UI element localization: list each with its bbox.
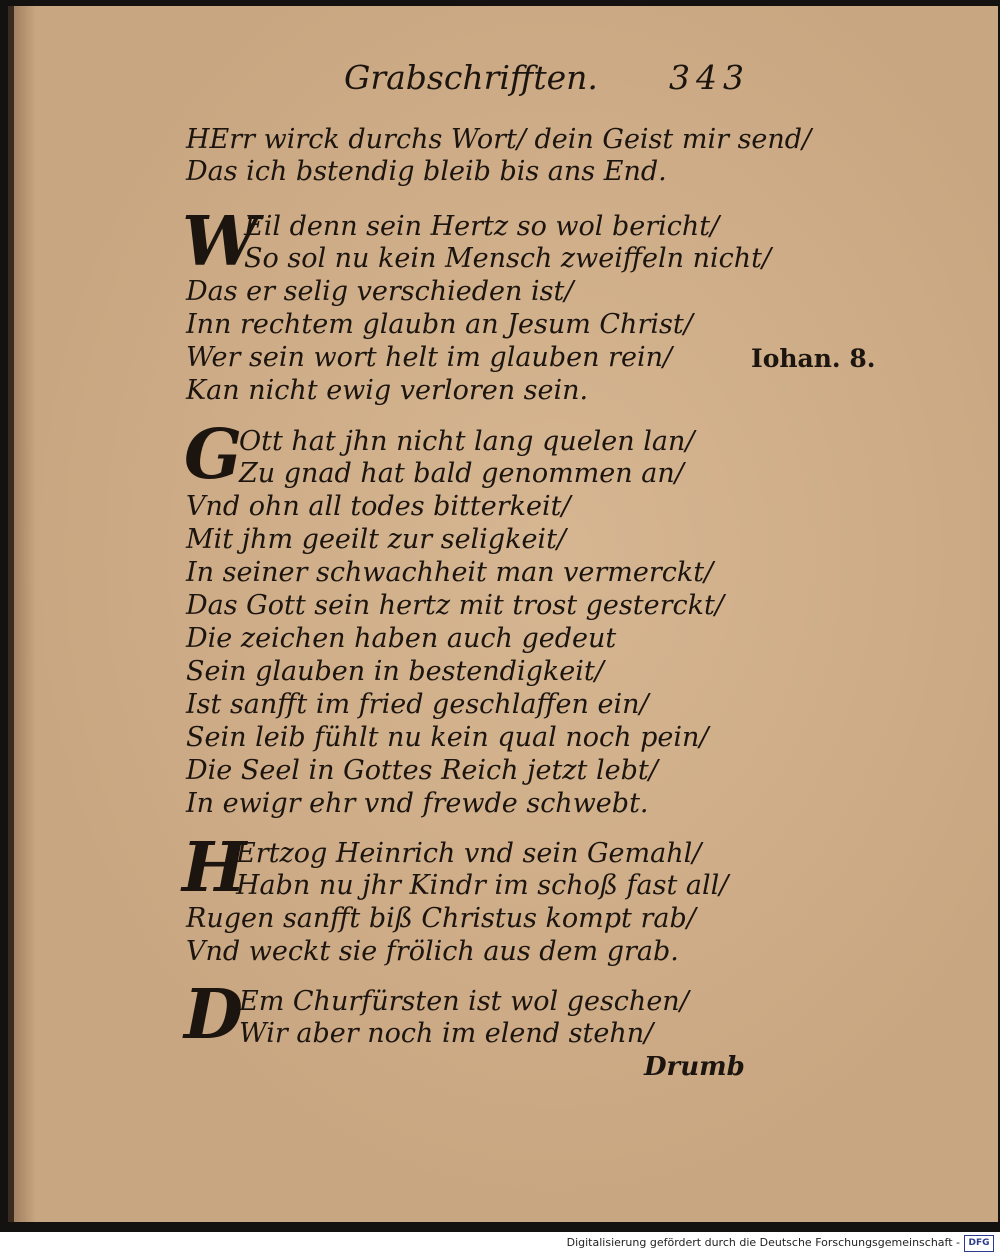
verse-line: HErr wirck durchs Wort/ dein Geist mir send/ <box>186 124 812 155</box>
verse-line: So sol nu kein Mensch zweiffeln nicht/ <box>244 243 772 274</box>
verse-line: Das Gott sein hertz mit trost gesterckt/ <box>186 590 724 621</box>
verse-line: Wir aber noch im elend stehn/ <box>239 1018 654 1049</box>
verse-line: Vnd ohn all todes bitterkeit/ <box>186 491 571 522</box>
verse-line: Inn rechtem glaubn an Jesum Christ/ <box>186 309 693 340</box>
verse-line: In ewigr ehr vnd frewde schwebt. <box>186 788 649 819</box>
running-title: Grabschrifften. <box>344 58 598 97</box>
verse-line: In seiner schwachheit man vermerckt/ <box>186 557 714 588</box>
verse-line: Mit jhm geeilt zur seligkeit/ <box>186 524 567 555</box>
verse-line: Die zeichen haben auch gedeut <box>186 623 617 654</box>
verse-line: Vnd weckt sie frölich aus dem grab. <box>186 936 679 967</box>
digitization-footer <box>0 1232 1000 1255</box>
verse-line: Em Churfürsten ist wol geschen/ <box>239 986 689 1017</box>
drop-initial: G <box>184 415 243 495</box>
drop-initial: H <box>182 828 247 908</box>
book-page <box>8 6 998 1222</box>
verse-line: Das ich bstendig bleib bis ans End. <box>186 156 667 187</box>
page-number: 343 <box>669 58 750 97</box>
verse-line: Kan nicht ewig verloren sein. <box>186 375 589 406</box>
verse-line: Rugen sanfft biß Christus kompt rab/ <box>186 903 696 934</box>
verse-line: Ertzog Heinrich vnd sein Gemahl/ <box>236 838 702 869</box>
verse-line: Die Seel in Gottes Reich jetzt lebt/ <box>186 755 658 786</box>
verse-line: Zu gnad hat bald genommen an/ <box>239 458 684 489</box>
verse-line: Sein glauben in bestendigkeit/ <box>186 656 604 687</box>
verse-line: Ist sanfft im fried geschlaffen ein/ <box>186 689 649 720</box>
funding-notice: Digitalisierung gefördert durch die Deutsche Forschungsgemeinschaft - <box>566 1236 960 1249</box>
dfg-logo-icon: DFG <box>964 1235 994 1252</box>
verse-line: Sein leib fühlt nu kein qual noch pein/ <box>186 722 709 753</box>
drop-initial: W <box>182 202 259 282</box>
verse-line: Wer sein wort helt im glauben rein/ <box>186 342 673 373</box>
catchword: Drumb <box>644 1052 745 1082</box>
verse-line: Ott hat jhn nicht lang quelen lan/ <box>239 426 695 457</box>
verse-line: Das er selig verschieden ist/ <box>186 276 574 307</box>
verse-line: Eil denn sein Hertz so wol bericht/ <box>244 211 720 242</box>
drop-initial: D <box>184 975 243 1055</box>
verse-line: Habn nu jhr Kindr im schoß fast all/ <box>236 870 729 901</box>
marginal-reference: Iohan. 8. <box>751 344 876 373</box>
